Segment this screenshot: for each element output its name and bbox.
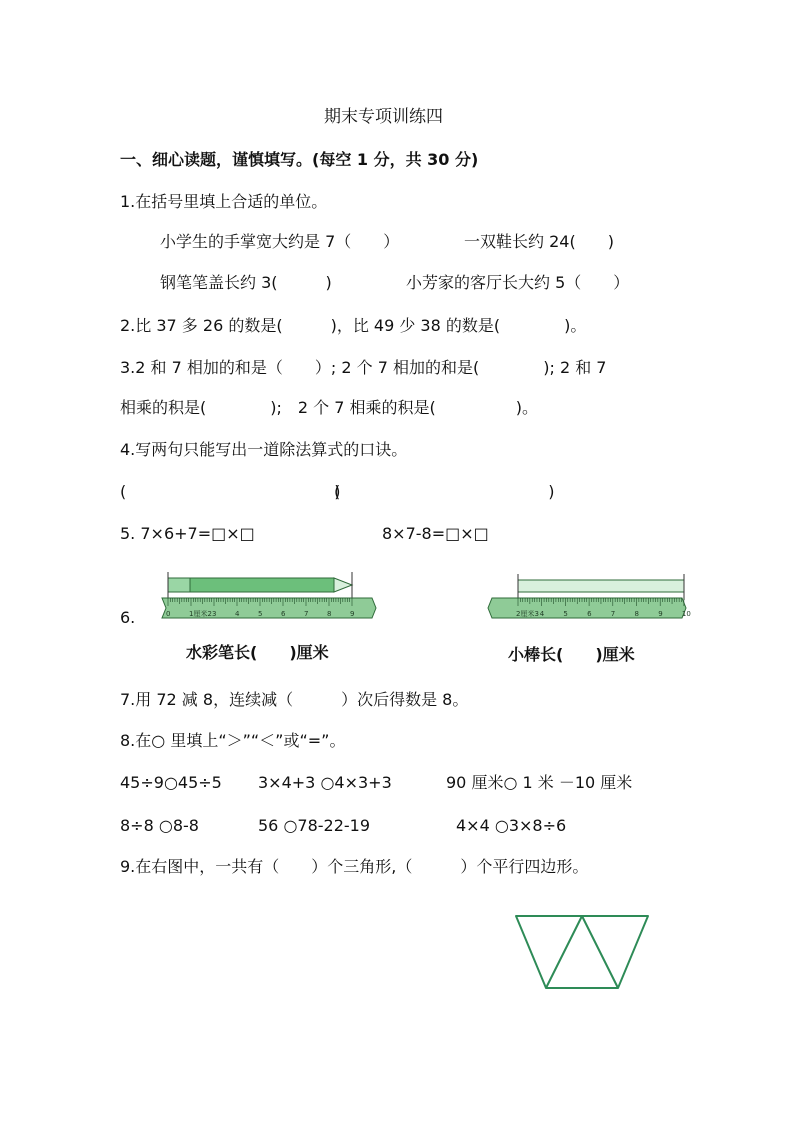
ruler-tick-label: 8	[327, 610, 332, 618]
q4-blank-a: ( )	[120, 482, 341, 501]
ruler-tick-label: 9	[658, 610, 663, 618]
diagonal-left	[546, 916, 582, 988]
ruler-tick-label: 7	[304, 610, 309, 618]
q6-number: 6.	[120, 608, 136, 627]
q1-stem: 1.在括号里填上合适的单位。	[120, 192, 328, 211]
q1-item-a: 小学生的手掌宽大约是 7（ ）	[160, 232, 400, 251]
ruler-stick-figure	[488, 572, 691, 630]
marker-pen-body	[168, 578, 334, 592]
ruler-tick-label: 6	[587, 610, 592, 618]
ruler-tick-label: 1厘米2	[189, 610, 212, 618]
marker-pen-cap	[168, 578, 190, 592]
ruler-tick-label: 0	[166, 610, 171, 618]
section-heading: 一、细心读题，谨慎填写。(每空 1 分，共 30 分)	[120, 150, 479, 169]
q3-line2: 相乘的积是( ); 2 个 7 相乘的积是( )。	[120, 398, 538, 417]
ruler-tick-label: 3	[212, 610, 217, 618]
ruler-tick-label: 10	[681, 610, 691, 618]
q8-row1-b: 3×4+3 ○4×3+3	[258, 773, 392, 792]
ruler-tick-label: 5	[563, 610, 568, 618]
ruler1-label: 水彩笔长( )厘米	[186, 643, 329, 662]
q1-item-c: 钢笔笔盖长约 3( )	[160, 273, 332, 292]
q8-stem: 8.在○ 里填上“＞”“＜”或“=”。	[120, 731, 346, 750]
ruler2-label: 小棒长( )厘米	[508, 645, 635, 664]
ruler-marker-figure	[160, 572, 380, 630]
q3-line1: 3.2 和 7 相加的和是（ ）; 2 个 7 相加的和是( ); 2 和 7	[120, 358, 607, 377]
q8-row2-c: 4×4 ○3×8÷6	[456, 816, 567, 835]
ruler-tick-label: 4	[235, 610, 240, 618]
q8-row1-c: 90 厘米○ 1 米 －10 厘米	[446, 773, 633, 792]
q8-row2-a: 8÷8 ○8-8	[120, 816, 199, 835]
q1-item-b: 一双鞋长约 24( )	[464, 232, 614, 251]
q7: 7.用 72 减 8，连续减（ ）次后得数是 8。	[120, 690, 469, 709]
q4-stem: 4.写两句只能写出一道除法算式的口诀。	[120, 440, 408, 459]
q1-item-d: 小芳家的客厅长大约 5（ ）	[406, 273, 630, 292]
ruler-tick-label: 7	[610, 610, 616, 618]
q2: 2.比 37 多 26 的数是( )，比 49 少 38 的数是( )。	[120, 316, 587, 335]
q8-row1-a: 45÷9○45÷5	[120, 773, 222, 792]
page-title: 期末专项训练四	[324, 107, 443, 127]
q5-a: 5. 7×6+7=□×□	[120, 524, 255, 543]
ruler-tick-label: 2厘米3	[516, 610, 539, 618]
q5-b: 8×7-8=□×□	[382, 524, 489, 543]
diagonal-right	[582, 916, 618, 988]
trapezoid-figure	[512, 912, 654, 992]
q9: 9.在右图中，一共有（ ）个三角形,（ ）个平行四边形。	[120, 857, 589, 876]
ruler-tick-label: 8	[634, 610, 639, 618]
ruler-tick-label: 4	[539, 610, 545, 618]
stick	[518, 580, 684, 592]
ruler-tick-label: 5	[258, 610, 263, 618]
q8-row2-b: 56 ○78-22-19	[258, 816, 371, 835]
ruler-tick-label: 9	[350, 610, 355, 618]
q4-blank-b: ( )	[334, 482, 555, 501]
marker-pen-tip	[334, 578, 352, 592]
ruler-tick-label: 6	[281, 610, 286, 618]
trapezoid-outline	[516, 916, 648, 988]
